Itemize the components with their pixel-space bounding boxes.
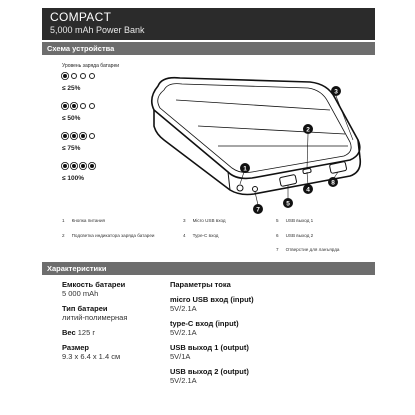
spec-battery-type: Тип батареи литий-полимерная (62, 304, 128, 322)
callout-5 (283, 198, 293, 208)
led-off-icon (71, 73, 77, 79)
svg-text:4: 4 (306, 186, 310, 194)
led-on-icon (72, 104, 76, 108)
specs-current (170, 280, 350, 391)
legend-item-5: 5 USB выход 1 (276, 218, 314, 223)
legend-item-1: 1 Кнопка питания (62, 218, 106, 223)
battery-level-percent: ≤ 25% (62, 85, 81, 92)
current-params-heading: Параметры тока (170, 280, 231, 289)
led-off-icon (89, 103, 95, 109)
product-title: COMPACT (50, 10, 112, 24)
spec-usb-output-2: USB выход 2 (output) 5V/2.1A (170, 367, 249, 385)
battery-level-row (62, 132, 95, 152)
battery-indicator-dots (62, 162, 95, 170)
spec-type-c-input: type-C вход (input) 5V/2.1A (170, 319, 239, 337)
svg-text:2: 2 (306, 126, 310, 134)
callout-7 (253, 204, 263, 214)
power-button (237, 185, 243, 191)
legend-item-7: 7 Отверстие для ланъярда (276, 247, 340, 252)
battery-level-row (62, 102, 95, 122)
led-on-icon (72, 134, 76, 138)
usb-output-1-port (279, 174, 297, 186)
device-top-face (152, 78, 360, 179)
svg-text:1: 1 (243, 165, 247, 173)
device-corner-line (228, 172, 230, 190)
legend-item-4: 4 Type-C вход (183, 233, 219, 238)
battery-level-row (62, 72, 95, 92)
battery-level-label: Уровень заряда батареи (62, 63, 120, 69)
callout-3 (331, 86, 341, 96)
battery-level-row (62, 162, 95, 182)
battery-level-percent: ≤ 75% (62, 145, 81, 152)
led-on-icon (63, 134, 67, 138)
legend-item-2: 2 Подсветка индикатора заряда батареи (62, 233, 155, 238)
spec-size: Размер 9.3 x 6.4 x 1.4 см (62, 343, 121, 361)
battery-indicator-dots (62, 72, 95, 80)
section-specs-heading: Характеристики (42, 262, 375, 275)
svg-text:3: 3 (334, 88, 338, 96)
battery-level-percent: ≤ 100% (62, 175, 84, 182)
header-banner (42, 8, 375, 40)
legend-item-6: 6 USB выход 2 (276, 233, 314, 238)
legend-item-3: 3 Micro USB вход (183, 218, 226, 223)
led-off-icon (80, 103, 86, 109)
callout-1 (240, 163, 250, 173)
lanyard-hole (253, 187, 258, 192)
led-off-icon (89, 73, 95, 79)
product-subtitle: 5,000 mAh Power Bank (50, 25, 145, 35)
callout-8 (328, 177, 338, 187)
led-on-icon (72, 164, 76, 168)
led-off-icon (80, 73, 86, 79)
led-on-icon (63, 74, 67, 78)
led-on-icon (90, 164, 94, 168)
led-on-icon (81, 134, 85, 138)
components-legend (62, 218, 362, 252)
battery-level-percent: ≤ 50% (62, 115, 81, 122)
svg-text:8: 8 (331, 179, 335, 187)
led-on-icon (81, 164, 85, 168)
specs-general (62, 280, 162, 367)
spec-capacity: Емкость батареи 5 000 mAh (62, 280, 126, 298)
led-off-icon (89, 133, 95, 139)
led-on-icon (63, 104, 67, 108)
callout-4 (303, 184, 313, 194)
power-bank-illustration (140, 68, 370, 218)
spec-micro-usb-input: micro USB вход (input) 5V/2.1A (170, 295, 254, 313)
battery-indicator-dots (62, 132, 95, 140)
led-on-icon (63, 164, 67, 168)
battery-indicator-dots (62, 102, 95, 110)
spec-usb-output-1: USB выход 1 (output) 5V/1A (170, 343, 249, 361)
svg-text:7: 7 (256, 206, 260, 214)
callout-2 (303, 124, 313, 134)
spec-weight: Вес 125 г (62, 328, 96, 337)
svg-text:5: 5 (286, 200, 290, 208)
section-scheme-heading: Схема устройства (42, 42, 375, 55)
